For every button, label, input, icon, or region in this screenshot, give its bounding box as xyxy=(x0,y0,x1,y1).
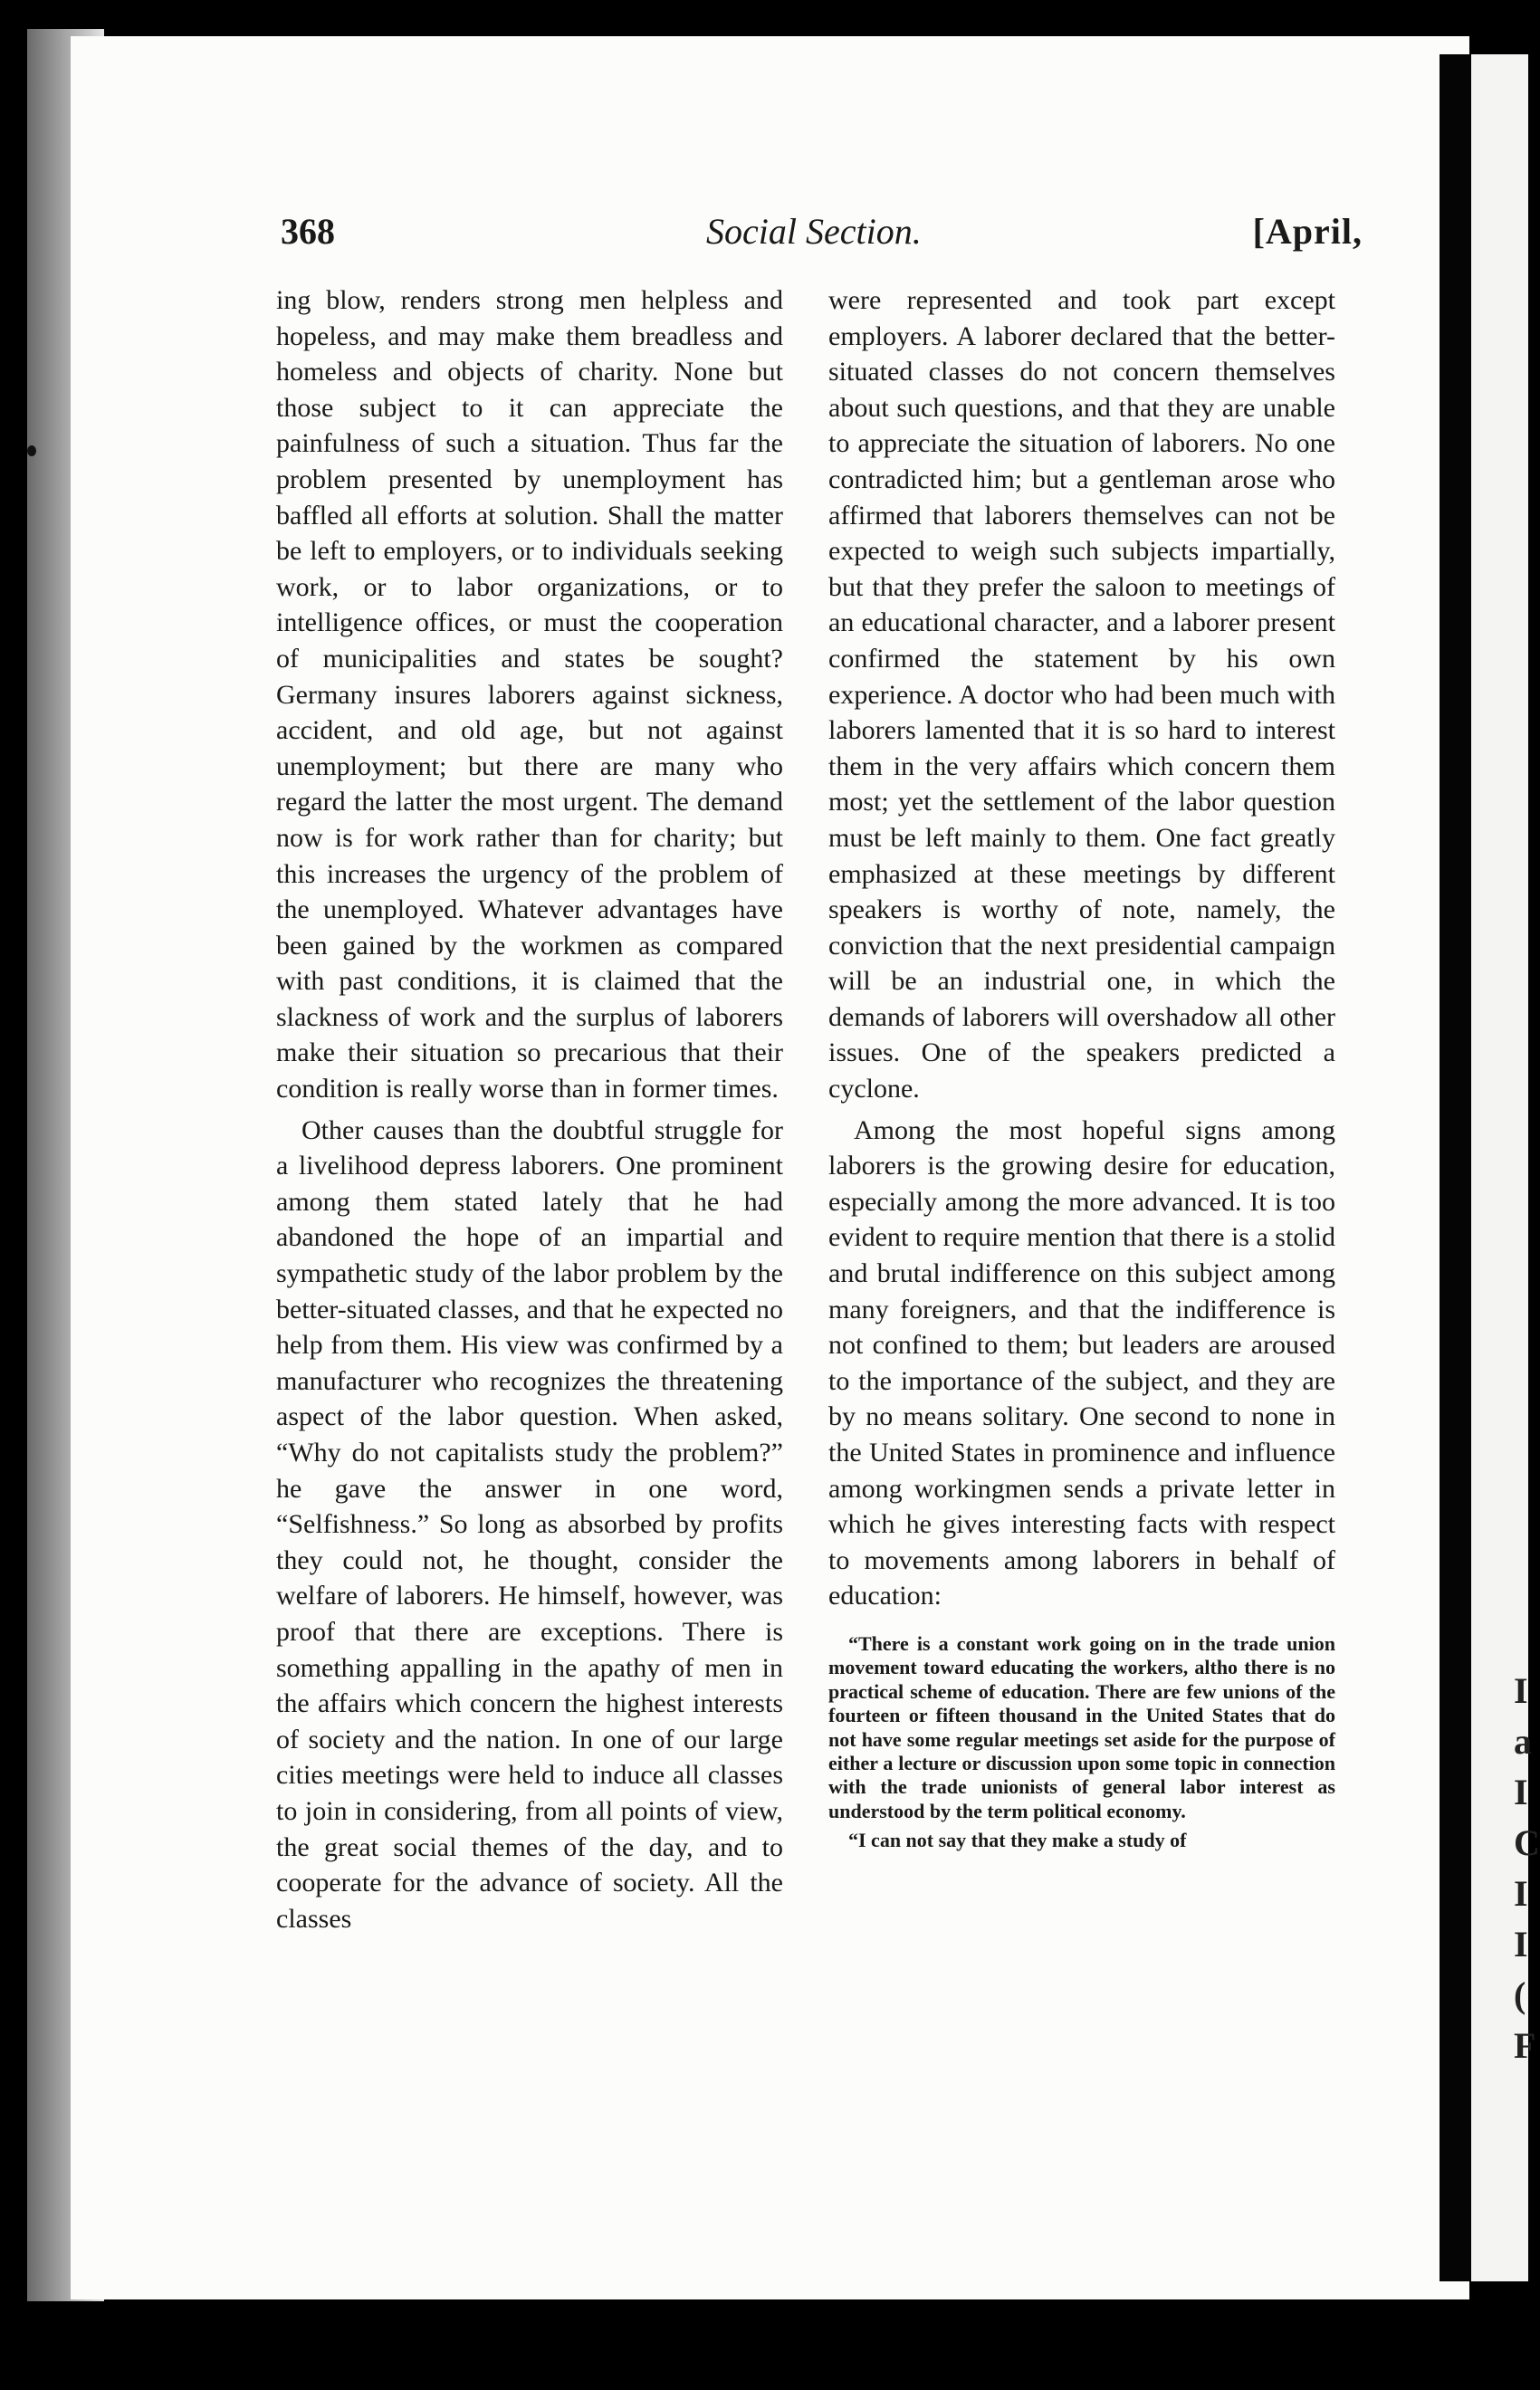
quote-paragraph: “I can not say that they make a study of xyxy=(848,1829,1187,1852)
quote-paragraph: “There is a constant work going on in the trade union movement toward educating the workers, altho there is no practical scheme of education. There are few unions of the fourteen or fifteen thousand in the United States that do not have some regular meetings set aside for the purpose of either a lecture or discussion upon some topic in connection with the trade unionists of general labor interest as understood by the term political economy. xyxy=(828,1631,1335,1822)
right-column xyxy=(828,282,1335,1853)
page-number: 368 xyxy=(281,211,335,252)
paragraph: Among the most hopeful signs among laborers is the growing desire for education, especially among the more advanced. It is too evident to require mention that there is a stolid and brutal indifference on this subject among many foreigners, and that the indifference is not confined to them; but leaders are aroused to the importance of the subject, and they are by no means solitary. One second to none in the United States in prominence and influence among workingmen sends a private letter in which he gives interesting facts with respect to movements among laborers in behalf of education: xyxy=(828,1114,1335,1611)
running-header xyxy=(281,210,1363,264)
running-title: Social Section. xyxy=(706,211,922,252)
stray-mark xyxy=(27,445,36,456)
edge-letter: I xyxy=(1514,1772,1528,1812)
edge-letter: F xyxy=(1514,2025,1536,2066)
block-quote xyxy=(828,1632,1335,1853)
facing-page-letters xyxy=(1514,1666,1540,2071)
edge-letter: I xyxy=(1514,1670,1528,1711)
running-date: [April, xyxy=(1252,211,1363,252)
edge-letter: a xyxy=(1514,1721,1532,1762)
paragraph: ing blow, renders strong men helpless and hopeless, and may make them breadless and homeless and objects of charity. None but those subject to it can appreciate the painfulness of such a situation. Thus far the problem presented by unemployment has baffled all efforts at solution. Shall the matter be left to employers, or to individuals seeking work, or to labor organizations, or to intelligence offices, or must the cooperation of municipalities and states be sought? Germany insures laborers against sickness, accident, and old age, but not against unemployment; but there are many who regard the latter the most urgent. The demand now is for work rather than for charity; but this increases the urgency of the problem of the unemployed. Whatever advantages have been gained by the workmen as compared with past conditions, it is claimed that the slackness of work and the surplus of laborers make their situation so precarious that their condition is really worse than in former times. xyxy=(276,285,783,1104)
paragraph: were represented and took part except employers. A laborer declared that the better-situated classes do not concern themselves about such questions, and that they are unable to appreciate the situation of laborers. No one contradicted him; but a gentleman arose who affirmed that laborers themselves can not be expected to weigh such subjects impartially, but that they prefer the saloon to meetings of an educational character, and a laborer present confirmed the statement by his own experience. A doctor who had been much with laborers lamented that it is so hard to interest them in the very affairs which concern them most; yet the settlement of the labor question must be left mainly to them. One fact greatly emphasized at these meetings by different speakers is worthy of note, namely, the conviction that the next presidential campaign will be an industrial one, in which the demands of laborers will overshadow all other issues. One of the speakers predicted a cyclone. xyxy=(828,285,1335,1104)
edge-letter: I xyxy=(1514,1924,1528,1965)
left-column xyxy=(276,282,783,1936)
paragraph: Other causes than the doubtful struggle for a livelihood depress laborers. One prominent among them stated lately that he had abandoned the hope of an impartial and sympathetic study of the labor problem by the better-situated classes, and that he expected no help from them. His view was confirmed by a manufacturer who recognizes the threatening aspect of the labor question. When asked, “Why do not capitalists study the problem?” he gave the answer in one word, “Selfishness.” So long as absorbed by profits they could not, he thought, consider the welfare of laborers. He himself, however, was proof that there are exceptions. There is something appalling in the apathy of men in the affairs which concern the highest interests of society and the nation. In one of our large cities meetings were held to induce all classes to join in considering, from all points of view, the great social themes of the day, and to cooperate for the advance of society. All the classes xyxy=(276,1114,784,1934)
edge-letter: ( xyxy=(1514,1974,1526,2015)
edge-letter: C xyxy=(1514,1822,1540,1863)
edge-letter: I xyxy=(1514,1873,1528,1914)
